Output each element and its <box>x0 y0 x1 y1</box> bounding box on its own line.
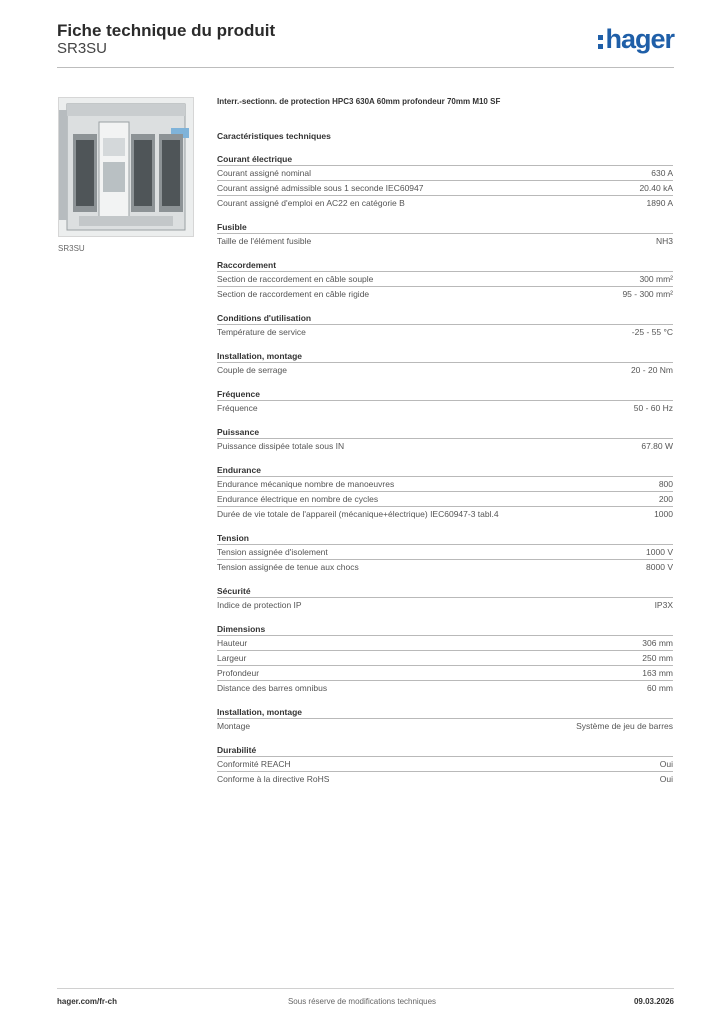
spec-section <box>217 350 673 377</box>
product-image <box>58 97 194 237</box>
spec-label: Température de service <box>217 327 306 337</box>
section-title: Conditions d'utilisation <box>217 313 312 323</box>
spec-value: Système de jeu de barres <box>576 721 673 731</box>
spec-label: Tension assignée d'isolement <box>217 547 328 557</box>
logo-text: hager <box>605 24 674 54</box>
spec-row <box>217 362 673 377</box>
spec-row <box>217 680 673 695</box>
spec-value: 250 mm <box>642 653 673 663</box>
footer-date: 09.03.2026 <box>633 997 674 1006</box>
spec-section <box>217 153 673 210</box>
spec-row <box>217 491 673 506</box>
spec-row <box>217 438 673 453</box>
spec-value: 306 mm <box>642 638 673 648</box>
footer-divider <box>57 988 674 989</box>
spec-label: Couple de serrage <box>217 365 287 375</box>
spec-row <box>217 771 673 786</box>
spec-row <box>217 476 673 491</box>
spec-value: 50 - 60 Hz <box>633 403 673 413</box>
spec-section <box>217 464 673 521</box>
spec-value: 1890 A <box>646 198 673 208</box>
spec-section <box>217 706 673 733</box>
spec-section <box>217 532 673 574</box>
spec-label: Durée de vie totale de l'appareil (mécanique+électrique) IEC60947-3 tabl.4 <box>217 509 499 519</box>
spec-row <box>217 180 673 195</box>
spec-label: Profondeur <box>217 668 260 678</box>
spec-row <box>217 233 673 248</box>
spec-section <box>217 221 673 248</box>
section-title: Puissance <box>217 427 260 437</box>
spec-label: Conformité REACH <box>217 759 291 769</box>
spec-row <box>217 559 673 574</box>
spec-value: NH3 <box>655 236 673 246</box>
section-title: Durabilité <box>217 745 257 755</box>
spec-value: IP3X <box>654 600 673 610</box>
spec-label: Indice de protection IP <box>217 600 302 610</box>
spec-label: Puissance dissipée totale sous IN <box>217 441 345 451</box>
section-title: Endurance <box>217 465 261 475</box>
section-title: Fréquence <box>217 389 260 399</box>
spec-row <box>217 506 673 521</box>
section-title: Dimensions <box>217 624 266 634</box>
spec-section <box>217 426 673 453</box>
spec-section <box>217 388 673 415</box>
footer-notice: Sous réserve de modifications techniques <box>287 997 437 1006</box>
spec-label: Taille de l'élément fusible <box>217 236 312 246</box>
spec-value: 300 mm² <box>639 274 673 284</box>
footer-website[interactable]: hager.com/fr-ch <box>57 997 118 1006</box>
spec-value: 67.80 W <box>641 441 673 451</box>
spec-row <box>217 665 673 680</box>
spec-label: Hauteur <box>217 638 248 648</box>
spec-value: 20 - 20 Nm <box>630 365 673 375</box>
spec-value: Oui <box>659 774 673 784</box>
spec-section <box>217 585 673 612</box>
section-title: Fusible <box>217 222 247 232</box>
spec-label: Montage <box>217 721 251 731</box>
section-title: Installation, montage <box>217 707 303 717</box>
section-title: Tension <box>217 533 249 543</box>
spec-label: Distance des barres omnibus <box>217 683 328 693</box>
spec-row <box>217 650 673 665</box>
spec-row <box>217 544 673 559</box>
spec-label: Fréquence <box>217 403 258 413</box>
spec-value: 20.40 kA <box>639 183 673 193</box>
specs-heading: Caractéristiques techniques <box>217 131 331 141</box>
spec-row <box>217 597 673 612</box>
spec-row <box>217 286 673 301</box>
logo-dots-icon <box>598 35 603 49</box>
spec-section <box>217 744 673 786</box>
spec-label: Largeur <box>217 653 247 663</box>
spec-row <box>217 271 673 286</box>
product-description: Interr.-sectionn. de protection HPC3 630A 60mm profondeur 70mm M10 SF <box>217 97 501 106</box>
spec-label: Section de raccordement en câble souple <box>217 274 374 284</box>
hager-logo <box>598 26 674 53</box>
spec-row <box>217 718 673 733</box>
spec-label: Endurance mécanique nombre de manoeuvres <box>217 479 395 489</box>
spec-label: Section de raccordement en câble rigide <box>217 289 370 299</box>
spec-label: Courant assigné admissible sous 1 seconde IEC60947 <box>217 183 424 193</box>
section-title: Sécurité <box>217 586 251 596</box>
section-title: Courant électrique <box>217 154 293 164</box>
spec-value: 60 mm <box>647 683 673 693</box>
spec-value: 1000 V <box>646 547 673 557</box>
spec-label: Conforme à la directive RoHS <box>217 774 330 784</box>
header-divider <box>57 67 674 68</box>
product-reference: SR3SU <box>57 40 108 57</box>
spec-value: 163 mm <box>642 668 673 678</box>
spec-row <box>217 400 673 415</box>
spec-value: 200 <box>658 494 673 504</box>
section-title: Installation, montage <box>217 351 303 361</box>
spec-row <box>217 324 673 339</box>
spec-content <box>217 95 673 797</box>
spec-value: 95 - 300 mm² <box>622 289 673 299</box>
spec-value: 800 <box>658 479 673 489</box>
spec-value: 1000 <box>654 509 673 519</box>
spec-label: Courant assigné nominal <box>217 168 312 178</box>
spec-row <box>217 635 673 650</box>
spec-value: 8000 V <box>646 562 673 572</box>
spec-value: Oui <box>659 759 673 769</box>
spec-label: Courant assigné d'emploi en AC22 en catégorie B <box>217 198 405 208</box>
image-caption: SR3SU <box>58 244 85 253</box>
spec-label: Tension assignée de tenue aux chocs <box>217 562 359 572</box>
spec-section <box>217 623 673 695</box>
spec-section <box>217 259 673 301</box>
spec-row <box>217 195 673 210</box>
page-title: Fiche technique du produit <box>57 21 276 40</box>
section-title: Raccordement <box>217 260 277 270</box>
spec-row <box>217 756 673 771</box>
spec-sections <box>217 153 673 786</box>
spec-label: Endurance électrique en nombre de cycles <box>217 494 379 504</box>
fuse-switch-disconnector-icon <box>59 98 193 236</box>
spec-section <box>217 312 673 339</box>
spec-value: -25 - 55 °C <box>631 327 673 337</box>
spec-value: 630 A <box>651 168 673 178</box>
spec-row <box>217 165 673 180</box>
